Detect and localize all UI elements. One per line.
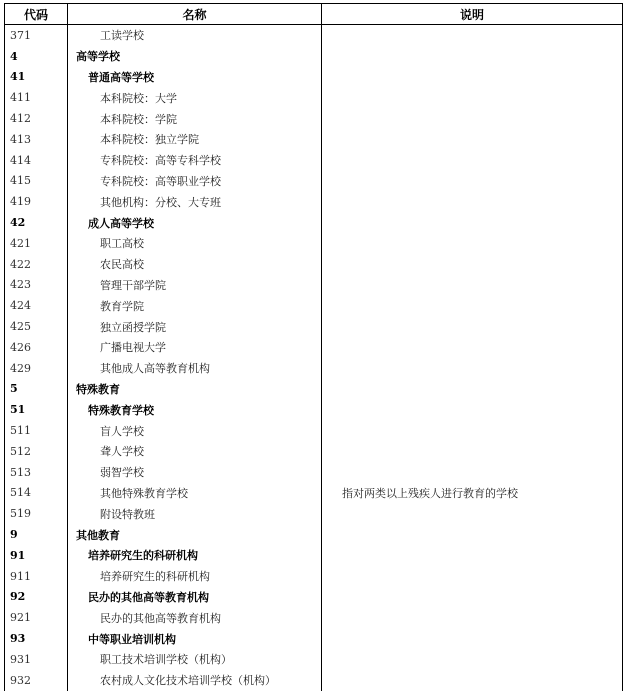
row-name: 农村成人文化技术培训学校（机构）	[68, 670, 322, 691]
table-row	[5, 275, 623, 296]
table-row	[5, 483, 623, 504]
row-code: 9	[5, 524, 68, 545]
code-table	[4, 3, 623, 691]
row-note	[322, 524, 623, 545]
row-name: 培养研究生的科研机构	[68, 545, 322, 566]
row-name: 管理干部学院	[68, 275, 322, 296]
row-name: 附设特教班	[68, 503, 322, 524]
header-note: 说明	[322, 4, 623, 25]
table-row	[5, 46, 623, 67]
row-code: 426	[5, 337, 68, 358]
row-note	[322, 191, 623, 212]
row-note	[322, 46, 623, 67]
row-name: 民办的其他高等教育机构	[68, 607, 322, 628]
row-note	[322, 587, 623, 608]
row-code: 519	[5, 503, 68, 524]
row-note	[322, 171, 623, 192]
row-name: 聋人学校	[68, 441, 322, 462]
row-code: 424	[5, 295, 68, 316]
row-note	[322, 150, 623, 171]
table-row	[5, 87, 623, 108]
row-name: 独立函授学院	[68, 316, 322, 337]
row-code: 42	[5, 212, 68, 233]
row-name: 盲人学校	[68, 420, 322, 441]
table-row	[5, 587, 623, 608]
row-code: 931	[5, 649, 68, 670]
row-note	[322, 67, 623, 88]
header-name: 名称	[68, 4, 322, 25]
row-note	[322, 275, 623, 296]
row-name: 特殊教育	[68, 379, 322, 400]
row-note	[322, 670, 623, 691]
row-code: 41	[5, 67, 68, 88]
row-code: 371	[5, 25, 68, 46]
row-code: 511	[5, 420, 68, 441]
row-name: 职工技术培训学校（机构）	[68, 649, 322, 670]
row-code: 5	[5, 379, 68, 400]
row-note	[322, 129, 623, 150]
row-name: 广播电视大学	[68, 337, 322, 358]
row-code: 512	[5, 441, 68, 462]
table-row	[5, 399, 623, 420]
table-header	[5, 4, 623, 25]
table-row	[5, 670, 623, 691]
table-row	[5, 379, 623, 400]
row-name: 本科院校：独立学院	[68, 129, 322, 150]
table-row	[5, 67, 623, 88]
row-name: 培养研究生的科研机构	[68, 566, 322, 587]
row-code: 93	[5, 628, 68, 649]
row-code: 419	[5, 191, 68, 212]
row-name: 其他机构：分校、大专班	[68, 191, 322, 212]
table-row	[5, 233, 623, 254]
table-row	[5, 462, 623, 483]
row-name: 其他特殊教育学校	[68, 483, 322, 504]
row-code: 4	[5, 46, 68, 67]
table-row	[5, 212, 623, 233]
row-code: 415	[5, 171, 68, 192]
row-code: 92	[5, 587, 68, 608]
table-row	[5, 441, 623, 462]
table-row	[5, 503, 623, 524]
row-name: 其他教育	[68, 524, 322, 545]
row-code: 414	[5, 150, 68, 171]
row-name: 成人高等学校	[68, 212, 322, 233]
header-code: 代码	[5, 4, 68, 25]
row-code: 932	[5, 670, 68, 691]
row-note	[322, 337, 623, 358]
row-name: 本科院校：大学	[68, 87, 322, 108]
row-note	[322, 628, 623, 649]
row-note	[322, 649, 623, 670]
row-code: 421	[5, 233, 68, 254]
row-note	[322, 254, 623, 275]
row-name: 专科院校：高等专科学校	[68, 150, 322, 171]
table-body	[5, 25, 623, 691]
row-note	[322, 212, 623, 233]
row-note	[322, 295, 623, 316]
table-row	[5, 358, 623, 379]
table-row	[5, 545, 623, 566]
table-row	[5, 628, 623, 649]
row-note	[322, 358, 623, 379]
table-row	[5, 108, 623, 129]
row-name: 教育学院	[68, 295, 322, 316]
table-row	[5, 171, 623, 192]
row-note	[322, 233, 623, 254]
table-row	[5, 316, 623, 337]
row-name: 特殊教育学校	[68, 399, 322, 420]
table-row	[5, 607, 623, 628]
row-code: 51	[5, 399, 68, 420]
row-code: 425	[5, 316, 68, 337]
row-code: 513	[5, 462, 68, 483]
row-name: 农民高校	[68, 254, 322, 275]
row-note	[322, 462, 623, 483]
row-name: 普通高等学校	[68, 67, 322, 88]
row-code: 429	[5, 358, 68, 379]
row-code: 413	[5, 129, 68, 150]
row-note	[322, 441, 623, 462]
table-row	[5, 150, 623, 171]
row-code: 422	[5, 254, 68, 275]
table-row	[5, 191, 623, 212]
row-code: 91	[5, 545, 68, 566]
row-note	[322, 25, 623, 46]
row-note	[322, 316, 623, 337]
table-row	[5, 337, 623, 358]
table-row	[5, 566, 623, 587]
row-name: 本科院校：学院	[68, 108, 322, 129]
row-name: 弱智学校	[68, 462, 322, 483]
row-note: 指对两类以上残疾人进行教育的学校	[322, 483, 623, 504]
row-name: 中等职业培训机构	[68, 628, 322, 649]
row-name: 职工高校	[68, 233, 322, 254]
row-code: 423	[5, 275, 68, 296]
row-code: 412	[5, 108, 68, 129]
row-code: 911	[5, 566, 68, 587]
row-note	[322, 420, 623, 441]
row-note	[322, 566, 623, 587]
table-row	[5, 295, 623, 316]
row-note	[322, 607, 623, 628]
row-note	[322, 399, 623, 420]
row-code: 411	[5, 87, 68, 108]
row-name: 民办的其他高等教育机构	[68, 587, 322, 608]
row-name: 工读学校	[68, 25, 322, 46]
table-row	[5, 420, 623, 441]
row-note	[322, 503, 623, 524]
table-row	[5, 129, 623, 150]
table-row	[5, 254, 623, 275]
table-row	[5, 25, 623, 46]
row-note	[322, 108, 623, 129]
table-row	[5, 649, 623, 670]
row-note	[322, 379, 623, 400]
row-code: 921	[5, 607, 68, 628]
row-note	[322, 87, 623, 108]
row-name: 专科院校：高等职业学校	[68, 171, 322, 192]
row-code: 514	[5, 483, 68, 504]
row-note	[322, 545, 623, 566]
row-name: 高等学校	[68, 46, 322, 67]
table-row	[5, 524, 623, 545]
row-name: 其他成人高等教育机构	[68, 358, 322, 379]
